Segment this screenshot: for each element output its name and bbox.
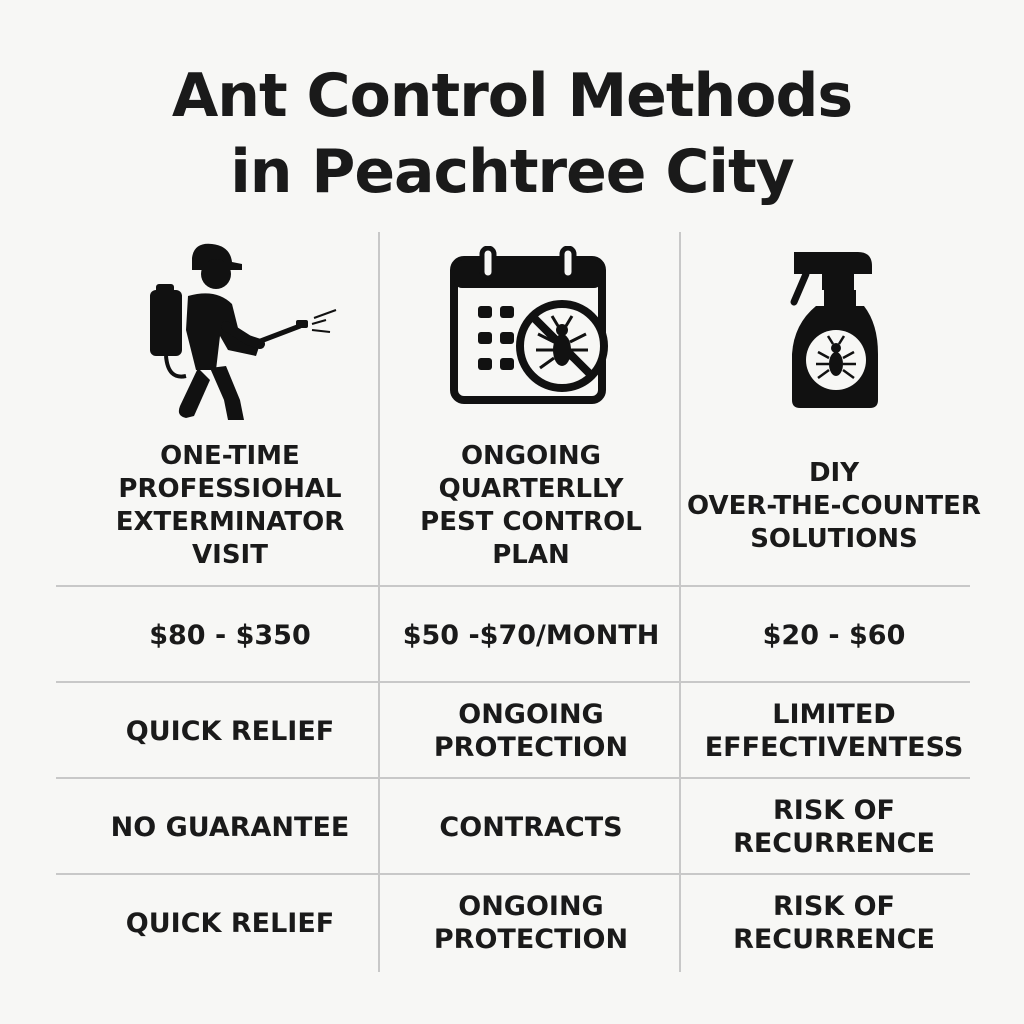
title-line-1: Ant Control Methods	[171, 61, 853, 131]
spray-bottle-bug-icon	[780, 244, 890, 410]
table-cell: $50 -$70/MONTH	[402, 619, 660, 651]
calendar-no-bug-icon	[450, 246, 615, 406]
table-cell: RISK OF RECURRENCE	[733, 795, 935, 859]
table-cell: ONGOING PROTECTION	[433, 699, 629, 763]
column-heading-2: ONGOING QUARTERLLY PEST CONTROL PLAN	[420, 441, 642, 570]
table-cell: CONTRACTS	[439, 811, 623, 843]
table-cell: QUICK RELIEF	[125, 715, 335, 747]
table-cell: QUICK RELIEF	[125, 907, 335, 939]
column-heading-1: ONE-TIME PROFESSIOHAL EXTERMINATOR VISIT	[115, 441, 345, 570]
table-cell: RISK OF RECURRENCE	[733, 891, 935, 955]
title-line-2: in Peachtree City	[230, 137, 794, 207]
exterminator-sprayer-icon	[140, 240, 350, 430]
table-cell: LIMITED EFFECTIVENTESS	[704, 699, 964, 763]
page-title	[0, 58, 1024, 210]
row-divider-1	[56, 585, 970, 587]
table-cell: NO GUARANTEE	[110, 811, 350, 843]
table-cell: ONGOING PROTECTION	[433, 891, 629, 955]
table-cell: $20 - $60	[762, 619, 906, 651]
column-heading-3: DIY OVER-THE-COUNTER SOLUTIONS	[687, 457, 981, 554]
table-cell: $80 - $350	[149, 619, 311, 651]
